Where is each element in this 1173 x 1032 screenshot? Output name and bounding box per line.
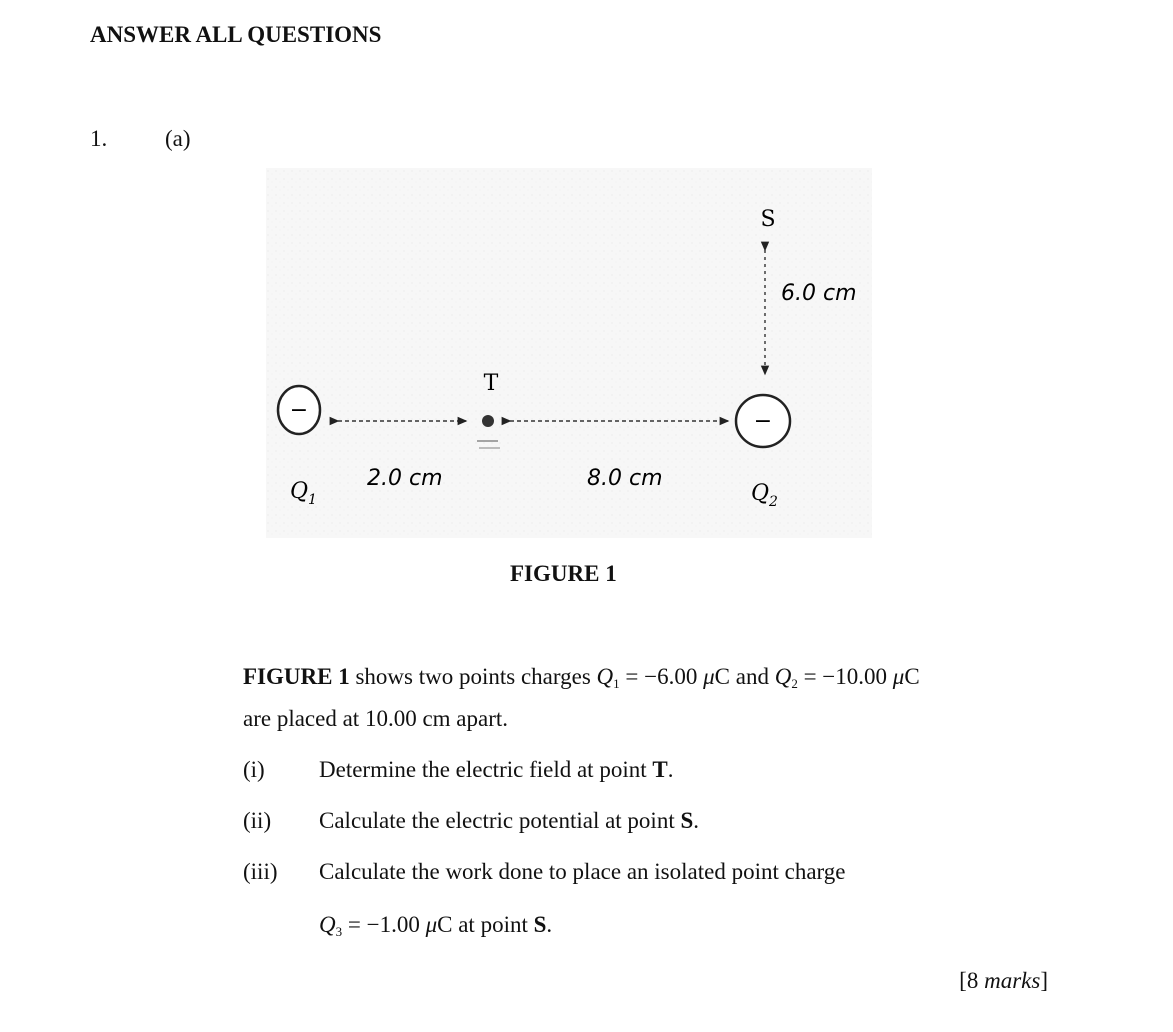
figure-1-diagram (266, 168, 872, 538)
subquestion-text-iii: Calculate the work done to place an isolated point charge (319, 859, 846, 884)
label-dist-q1-t: 2.0 cm (367, 466, 443, 491)
statement-fig-ref: FIGURE 1 (243, 664, 350, 689)
subquestion-text-ii: Calculate the electric potential at point S. (319, 808, 700, 833)
subquestion-text-i: Determine the electric field at point T. (319, 757, 674, 782)
figure-caption: FIGURE 1 (510, 561, 617, 586)
marks-allocation: [8 marks] (959, 968, 1048, 993)
label-dist-t-q2: 8.0 cm (587, 466, 663, 491)
charge-q1-sign: − (289, 398, 309, 423)
question-part: (a) (165, 126, 191, 151)
subquestion-text-iii-cont: $Q_3 = -1.00$ μC at point S. (319, 912, 553, 939)
charge-q2 (736, 395, 790, 447)
charge-q1 (278, 386, 320, 434)
label-dist-q2-s: 6.0 cm (781, 281, 857, 306)
label-s: S (760, 207, 776, 232)
label-q1: $Q_1$ (290, 479, 317, 508)
charge-q2-sign: − (753, 409, 773, 434)
label-q2: $Q_2$ (751, 481, 778, 510)
statement-line-2: are placed at 10.00 cm apart. (243, 706, 509, 731)
subquestion-label-iii: (iii) (243, 859, 278, 884)
question-number: 1. (90, 126, 108, 151)
figure-background (266, 168, 872, 538)
subquestion-label-i: (i) (243, 757, 265, 782)
statement-line-1: FIGURE 1 shows two points charges $Q_1 = -6.00$ μC and $Q_2 = -10.00$ μC (243, 664, 920, 691)
point-t (482, 415, 494, 427)
label-t: T (483, 371, 499, 396)
page-heading: ANSWER ALL QUESTIONS (90, 22, 382, 47)
subquestion-label-ii: (ii) (243, 808, 272, 833)
